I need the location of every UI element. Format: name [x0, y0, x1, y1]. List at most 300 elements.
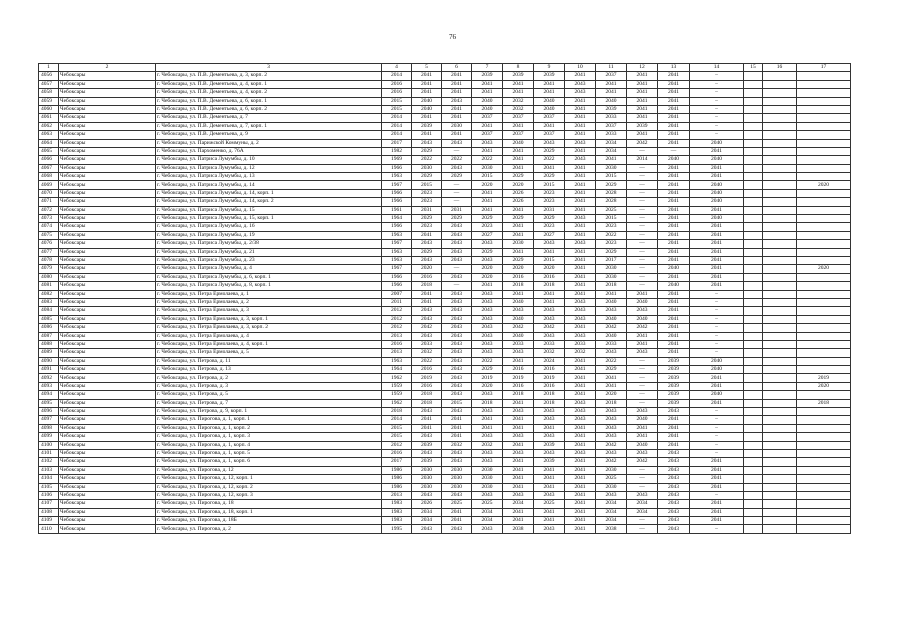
- table-cell-col-3: г. Чебоксары, ул. Петрова, д. 2: [156, 374, 382, 382]
- table-cell-col-15: [744, 248, 763, 256]
- table-cell-col-2: Чебоксары: [59, 89, 156, 97]
- table-cell-col-10: 2041: [565, 114, 596, 122]
- table-cell-col-17: [797, 282, 851, 290]
- table-cell-col-7: 2040: [472, 97, 503, 105]
- table-cell-col-4: 2011: [382, 298, 412, 306]
- table-cell-col-11: 2022: [596, 357, 627, 365]
- table-cell-col-9: 2043: [534, 525, 565, 533]
- table-cell-col-12: —: [627, 466, 658, 474]
- table-cell-col-7: 2043: [472, 458, 503, 466]
- table-cell-col-9: 2018: [534, 391, 565, 399]
- table-cell-col-9: 2039: [534, 441, 565, 449]
- table-cell-col-10: 2041: [565, 357, 596, 365]
- table-cell-col-14: 2041: [690, 265, 744, 273]
- column-number-header-row: [39, 64, 851, 72]
- table-cell-col-1: 4088: [39, 340, 59, 348]
- table-cell-col-9: 2037: [534, 114, 565, 122]
- table-cell-col-5: 2030: [412, 466, 442, 474]
- table-row: [39, 357, 851, 365]
- table-cell-col-1: 4084: [39, 307, 59, 315]
- table-cell-col-7: 2037: [472, 114, 503, 122]
- table-cell-col-2: Чебоксары: [59, 307, 156, 315]
- table-cell-col-8: 2041: [503, 357, 534, 365]
- table-cell-col-13: 2041: [658, 215, 690, 223]
- table-cell-col-8: 2016: [503, 273, 534, 281]
- table-cell-col-7: 2020: [472, 273, 503, 281]
- table-cell-col-10: 2041: [565, 282, 596, 290]
- table-cell-col-3: г. Чебоксары, ул. Пирогова, д. 1, корп. 5: [156, 449, 382, 457]
- table-cell-col-5: 2043: [412, 525, 442, 533]
- table-row: [39, 458, 851, 466]
- table-cell-col-6: 2032: [442, 441, 472, 449]
- table-cell-col-12: 2041: [627, 89, 658, 97]
- table-cell-col-4: 2013: [382, 332, 412, 340]
- table-cell-col-14: –: [690, 114, 744, 122]
- table-cell-col-12: 2042: [627, 139, 658, 147]
- table-cell-col-5: 2041: [412, 290, 442, 298]
- table-cell-col-16: [763, 181, 797, 189]
- housing-schedule-table: [38, 63, 851, 534]
- table-cell-col-1: 4070: [39, 189, 59, 197]
- table-cell-col-15: [744, 105, 763, 113]
- table-cell-col-12: 2043: [627, 408, 658, 416]
- table-cell-col-13: 2041: [658, 72, 690, 80]
- table-cell-col-3: г. Чебоксары, ул. Петрова, д. 13: [156, 366, 382, 374]
- table-cell-col-5: 2041: [412, 231, 442, 239]
- table-cell-col-10: 2041: [565, 189, 596, 197]
- table-row: [39, 466, 851, 474]
- table-cell-col-13: 2039: [658, 357, 690, 365]
- table-cell-col-9: 2040: [534, 105, 565, 113]
- column-header-11: 11: [596, 64, 627, 72]
- table-cell-col-8: 2043: [503, 307, 534, 315]
- table-cell-col-2: Чебоксары: [59, 206, 156, 214]
- table-cell-col-1: 4076: [39, 240, 59, 248]
- table-cell-col-1: 4099: [39, 433, 59, 441]
- table-cell-col-8: 2040: [503, 315, 534, 323]
- table-cell-col-15: [744, 366, 763, 374]
- table-cell-col-2: Чебоксары: [59, 80, 156, 88]
- table-cell-col-1: 4093: [39, 382, 59, 390]
- table-cell-col-12: 2014: [627, 156, 658, 164]
- table-cell-col-6: 2043: [442, 357, 472, 365]
- table-cell-col-6: 2043: [442, 449, 472, 457]
- table-cell-col-3: г. Чебоксары, ул. П.В. Дементьева, д. 7, корп. 1: [156, 122, 382, 130]
- table-cell-col-3: г. Чебоксары, ул. Петрова, д. 11: [156, 357, 382, 365]
- table-cell-col-5: 2041: [412, 89, 442, 97]
- table-cell-col-11: 2030: [596, 466, 627, 474]
- table-cell-col-11: 2025: [596, 475, 627, 483]
- table-cell-col-9: 2023: [534, 223, 565, 231]
- table-cell-col-13: 2041: [658, 114, 690, 122]
- table-cell-col-14: –: [690, 324, 744, 332]
- table-cell-col-11: 2043: [596, 408, 627, 416]
- table-cell-col-11: 2041: [596, 89, 627, 97]
- table-cell-col-13: 2039: [658, 382, 690, 390]
- table-row: [39, 173, 851, 181]
- table-cell-col-2: Чебоксары: [59, 500, 156, 508]
- table-cell-col-7: 2043: [472, 307, 503, 315]
- table-cell-col-14: 2041: [690, 458, 744, 466]
- table-cell-col-15: [744, 122, 763, 130]
- table-cell-col-3: г. Чебоксары, ул. Петра Ермолаева, д. 1: [156, 290, 382, 298]
- table-cell-col-10: 2041: [565, 173, 596, 181]
- table-cell-col-17: [797, 89, 851, 97]
- table-cell-col-3: г. Чебоксары, ул. Петра Ермолаева, д. 4, корп. 1: [156, 340, 382, 348]
- table-cell-col-16: [763, 256, 797, 264]
- table-cell-col-16: [763, 223, 797, 231]
- table-cell-col-1: 4073: [39, 215, 59, 223]
- table-cell-col-5: 2043: [412, 433, 442, 441]
- table-cell-col-7: 2041: [472, 282, 503, 290]
- table-cell-col-17: 2020: [797, 181, 851, 189]
- table-cell-col-12: 2042: [627, 458, 658, 466]
- table-cell-col-5: 2023: [412, 198, 442, 206]
- table-cell-col-1: 4057: [39, 80, 59, 88]
- table-cell-col-10: 2043: [565, 449, 596, 457]
- table-cell-col-6: 2043: [442, 340, 472, 348]
- table-cell-col-14: 2041: [690, 273, 744, 281]
- table-cell-col-13: 2043: [658, 458, 690, 466]
- table-cell-col-2: Чебоксары: [59, 449, 156, 457]
- table-cell-col-6: 2022: [442, 156, 472, 164]
- table-cell-col-6: 2041: [442, 508, 472, 516]
- table-cell-col-8: 2042: [503, 324, 534, 332]
- table-cell-col-14: 2040: [690, 181, 744, 189]
- table-row: [39, 139, 851, 147]
- table-cell-col-9: 2041: [534, 122, 565, 130]
- table-cell-col-1: 4065: [39, 147, 59, 155]
- table-cell-col-16: [763, 458, 797, 466]
- table-cell-col-1: 4071: [39, 198, 59, 206]
- table-cell-col-11: 2043: [596, 424, 627, 432]
- table-cell-col-4: 1966: [382, 282, 412, 290]
- table-row: [39, 307, 851, 315]
- table-cell-col-9: 2033: [534, 340, 565, 348]
- table-cell-col-7: 2041: [472, 424, 503, 432]
- table-cell-col-8: 2016: [503, 382, 534, 390]
- table-cell-col-1: 4081: [39, 282, 59, 290]
- table-cell-col-17: [797, 500, 851, 508]
- table-cell-col-17: [797, 131, 851, 139]
- table-cell-col-11: 2042: [596, 441, 627, 449]
- table-cell-col-10: 2041: [565, 72, 596, 80]
- table-cell-col-9: 2039: [534, 72, 565, 80]
- table-cell-col-1: 4067: [39, 164, 59, 172]
- table-cell-col-11: 2041: [596, 156, 627, 164]
- table-cell-col-10: 2043: [565, 89, 596, 97]
- table-cell-col-4: 1966: [382, 273, 412, 281]
- table-cell-col-6: 2043: [442, 491, 472, 499]
- table-cell-col-9: 2043: [534, 416, 565, 424]
- table-cell-col-2: Чебоксары: [59, 139, 156, 147]
- table-cell-col-2: Чебоксары: [59, 315, 156, 323]
- table-cell-col-9: 2023: [534, 198, 565, 206]
- table-row: [39, 248, 851, 256]
- table-cell-col-6: 2025: [442, 500, 472, 508]
- table-cell-col-10: 2041: [565, 366, 596, 374]
- table-cell-col-15: [744, 315, 763, 323]
- table-cell-col-9: 2022: [534, 156, 565, 164]
- table-row: [39, 424, 851, 432]
- table-cell-col-14: –: [690, 491, 744, 499]
- table-cell-col-5: 2041: [412, 416, 442, 424]
- table-cell-col-3: г. Чебоксары, ул. П.В. Дементьева, д. 7: [156, 114, 382, 122]
- table-cell-col-8: 2043: [503, 408, 534, 416]
- table-cell-col-12: 2041: [627, 72, 658, 80]
- table-cell-col-12: 2034: [627, 508, 658, 516]
- table-cell-col-1: 4068: [39, 173, 59, 181]
- table-row: [39, 399, 851, 407]
- table-cell-col-15: [744, 475, 763, 483]
- table-cell-col-12: —: [627, 357, 658, 365]
- table-cell-col-4: 1963: [382, 173, 412, 181]
- table-cell-col-4: 1983: [382, 508, 412, 516]
- table-cell-col-6: 2030: [442, 475, 472, 483]
- table-cell-col-7: 2041: [472, 80, 503, 88]
- table-cell-col-16: [763, 324, 797, 332]
- table-cell-col-6: 2043: [442, 256, 472, 264]
- table-cell-col-13: 2043: [658, 491, 690, 499]
- table-cell-col-16: [763, 105, 797, 113]
- table-cell-col-9: 2016: [534, 382, 565, 390]
- column-header-1: 1: [39, 64, 59, 72]
- table-cell-col-14: –: [690, 72, 744, 80]
- column-header-8: 8: [503, 64, 534, 72]
- table-cell-col-16: [763, 240, 797, 248]
- table-cell-col-1: 4082: [39, 290, 59, 298]
- table-cell-col-3: г. Чебоксары, ул. Петра Ермолаева, д. 3: [156, 307, 382, 315]
- table-cell-col-3: г. Чебоксары, ул. Патриса Лумумбы, д. 14: [156, 181, 382, 189]
- table-cell-col-4: 1966: [382, 189, 412, 197]
- table-cell-col-5: 2039: [412, 122, 442, 130]
- table-cell-col-16: [763, 408, 797, 416]
- table-cell-col-9: 2023: [534, 189, 565, 197]
- table-cell-col-16: [763, 147, 797, 155]
- table-cell-col-5: 2041: [412, 72, 442, 80]
- table-cell-col-17: [797, 449, 851, 457]
- table-cell-col-15: [744, 72, 763, 80]
- table-cell-col-3: г. Чебоксары, ул. Патриса Лумумбы, д. 14, корп. 2: [156, 198, 382, 206]
- table-cell-col-17: [797, 139, 851, 147]
- table-cell-col-15: [744, 441, 763, 449]
- table-cell-col-8: 2018: [503, 282, 534, 290]
- table-cell-col-8: 2041: [503, 290, 534, 298]
- table-cell-col-4: 2018: [382, 408, 412, 416]
- table-cell-col-2: Чебоксары: [59, 290, 156, 298]
- table-cell-col-15: [744, 307, 763, 315]
- table-cell-col-5: 2016: [412, 382, 442, 390]
- table-cell-col-5: 2043: [412, 408, 442, 416]
- table-cell-col-9: 2016: [534, 273, 565, 281]
- table-cell-col-5: 2032: [412, 349, 442, 357]
- table-cell-col-3: г. Чебоксары, ул. Патриса Лумумбы, д. 15: [156, 206, 382, 214]
- table-cell-col-7: 2034: [472, 517, 503, 525]
- table-cell-col-2: Чебоксары: [59, 366, 156, 374]
- table-cell-col-7: 2023: [472, 223, 503, 231]
- table-cell-col-13: 2043: [658, 517, 690, 525]
- table-cell-col-7: 2029: [472, 366, 503, 374]
- table-cell-col-4: 2015: [382, 97, 412, 105]
- table-cell-col-2: Чебоксары: [59, 491, 156, 499]
- table-cell-col-15: [744, 424, 763, 432]
- table-row: [39, 517, 851, 525]
- table-cell-col-3: г. Чебоксары, ул. Пирогова, д. 18Б: [156, 517, 382, 525]
- table-cell-col-12: —: [627, 181, 658, 189]
- table-cell-col-16: [763, 449, 797, 457]
- table-cell-col-11: 2043: [596, 433, 627, 441]
- table-cell-col-17: [797, 72, 851, 80]
- table-cell-col-8: 2041: [503, 156, 534, 164]
- table-cell-col-15: [744, 340, 763, 348]
- table-cell-col-11: 2043: [596, 449, 627, 457]
- table-cell-col-14: 2040: [690, 391, 744, 399]
- table-row: [39, 114, 851, 122]
- table-cell-col-6: —: [442, 198, 472, 206]
- table-cell-col-1: 4108: [39, 508, 59, 516]
- table-row: [39, 315, 851, 323]
- table-cell-col-16: [763, 433, 797, 441]
- table-cell-col-4: 1959: [382, 391, 412, 399]
- table-cell-col-14: 2040: [690, 198, 744, 206]
- table-cell-col-6: —: [442, 265, 472, 273]
- table-cell-col-5: 2041: [412, 131, 442, 139]
- table-cell-col-2: Чебоксары: [59, 240, 156, 248]
- table-cell-col-8: 2041: [503, 517, 534, 525]
- table-cell-col-14: 2041: [690, 173, 744, 181]
- table-cell-col-16: [763, 349, 797, 357]
- table-cell-col-7: 2030: [472, 466, 503, 474]
- table-cell-col-11: 2034: [596, 139, 627, 147]
- table-cell-col-17: [797, 366, 851, 374]
- column-header-12: 12: [627, 64, 658, 72]
- table-cell-col-8: 2041: [503, 441, 534, 449]
- table-cell-col-1: 4110: [39, 525, 59, 533]
- table-cell-col-13: 2043: [658, 525, 690, 533]
- table-cell-col-16: [763, 72, 797, 80]
- table-cell-col-12: —: [627, 273, 658, 281]
- table-cell-col-4: 2017: [382, 458, 412, 466]
- table-cell-col-3: г. Чебоксары, ул. Пирогова, д. 12, корп. 1: [156, 475, 382, 483]
- table-cell-col-13: 2041: [658, 424, 690, 432]
- table-cell-col-11: 2043: [596, 307, 627, 315]
- table-cell-col-14: –: [690, 80, 744, 88]
- table-cell-col-4: 1986: [382, 475, 412, 483]
- table-cell-col-3: г. Чебоксары, ул. П.В. Дементьева, д. 4, корп. 1: [156, 80, 382, 88]
- table-cell-col-14: –: [690, 131, 744, 139]
- table-cell-col-12: —: [627, 198, 658, 206]
- table-cell-col-10: 2041: [565, 97, 596, 105]
- table-cell-col-10: 2041: [565, 131, 596, 139]
- table-row: [39, 366, 851, 374]
- table-cell-col-3: г. Чебоксары, ул. Патриса Лумумбы, д. 2/38: [156, 240, 382, 248]
- table-cell-col-3: г. Чебоксары, ул. Пирогова, д. 18: [156, 500, 382, 508]
- table-cell-col-14: –: [690, 340, 744, 348]
- table-cell-col-9: 2041: [534, 466, 565, 474]
- table-cell-col-11: 2034: [596, 500, 627, 508]
- table-cell-col-4: 2015: [382, 433, 412, 441]
- table-cell-col-3: г. Чебоксары, ул. Патриса Лумумбы, д. 23: [156, 256, 382, 264]
- table-cell-col-11: 2034: [596, 508, 627, 516]
- table-cell-col-9: 2029: [534, 147, 565, 155]
- table-cell-col-8: 2041: [503, 122, 534, 130]
- table-cell-col-6: 2043: [442, 298, 472, 306]
- table-cell-col-10: 2041: [565, 458, 596, 466]
- table-cell-col-7: 2030: [472, 483, 503, 491]
- table-cell-col-11: 2030: [596, 265, 627, 273]
- table-cell-col-5: 2033: [412, 340, 442, 348]
- table-cell-col-8: 2041: [503, 206, 534, 214]
- table-cell-col-6: 2043: [442, 458, 472, 466]
- table-cell-col-11: 2037: [596, 122, 627, 130]
- table-cell-col-4: 2016: [382, 89, 412, 97]
- table-cell-col-4: 1964: [382, 215, 412, 223]
- table-row: [39, 131, 851, 139]
- table-cell-col-14: 2040: [690, 189, 744, 197]
- table-cell-col-6: —: [442, 147, 472, 155]
- table-cell-col-9: 2041: [534, 89, 565, 97]
- table-cell-col-13: 2041: [658, 256, 690, 264]
- table-cell-col-8: 2040: [503, 139, 534, 147]
- table-row: [39, 273, 851, 281]
- table-cell-col-11: 2023: [596, 240, 627, 248]
- table-cell-col-10: 2032: [565, 349, 596, 357]
- table-cell-col-10: 2043: [565, 139, 596, 147]
- table-cell-col-11: 2041: [596, 290, 627, 298]
- column-header-16: 16: [763, 64, 797, 72]
- table-cell-col-17: [797, 273, 851, 281]
- table-cell-col-14: 2041: [690, 231, 744, 239]
- table-cell-col-2: Чебоксары: [59, 131, 156, 139]
- table-cell-col-6: 2043: [442, 324, 472, 332]
- table-cell-col-9: 2027: [534, 231, 565, 239]
- table-cell-col-11: 2033: [596, 131, 627, 139]
- table-cell-col-2: Чебоксары: [59, 248, 156, 256]
- table-cell-col-2: Чебоксары: [59, 433, 156, 441]
- table-cell-col-1: 4103: [39, 466, 59, 474]
- table-cell-col-16: [763, 332, 797, 340]
- table-cell-col-8: 2041: [503, 223, 534, 231]
- table-cell-col-9: 2016: [534, 366, 565, 374]
- table-cell-col-16: [763, 231, 797, 239]
- table-cell-col-17: [797, 508, 851, 516]
- table-cell-col-6: 2043: [442, 391, 472, 399]
- table-cell-col-13: 2040: [658, 156, 690, 164]
- table-cell-col-15: [744, 114, 763, 122]
- table-cell-col-4: 1967: [382, 240, 412, 248]
- table-cell-col-13: 2041: [658, 441, 690, 449]
- table-cell-col-14: 2041: [690, 147, 744, 155]
- table-cell-col-13: 2041: [658, 206, 690, 214]
- table-cell-col-3: г. Чебоксары, ул. Патриса Лумумбы, д. 12: [156, 164, 382, 172]
- table-cell-col-10: 2041: [565, 256, 596, 264]
- table-row: [39, 223, 851, 231]
- table-cell-col-9: 2043: [534, 332, 565, 340]
- table-cell-col-13: 2041: [658, 298, 690, 306]
- table-cell-col-4: 1962: [382, 374, 412, 382]
- table-cell-col-3: г. Чебоксары, ул. Пирогова, д. 12, корп. 3: [156, 491, 382, 499]
- table-cell-col-4: 2017: [382, 139, 412, 147]
- table-cell-col-4: 1969: [382, 156, 412, 164]
- table-cell-col-13: 2041: [658, 97, 690, 105]
- table-cell-col-3: г. Чебоксары, ул. П.В. Дементьева, д. 9: [156, 131, 382, 139]
- table-cell-col-2: Чебоксары: [59, 408, 156, 416]
- table-cell-col-2: Чебоксары: [59, 382, 156, 390]
- table-cell-col-8: 2034: [503, 500, 534, 508]
- table-cell-col-2: Чебоксары: [59, 475, 156, 483]
- table-cell-col-2: Чебоксары: [59, 156, 156, 164]
- table-cell-col-13: 2041: [658, 189, 690, 197]
